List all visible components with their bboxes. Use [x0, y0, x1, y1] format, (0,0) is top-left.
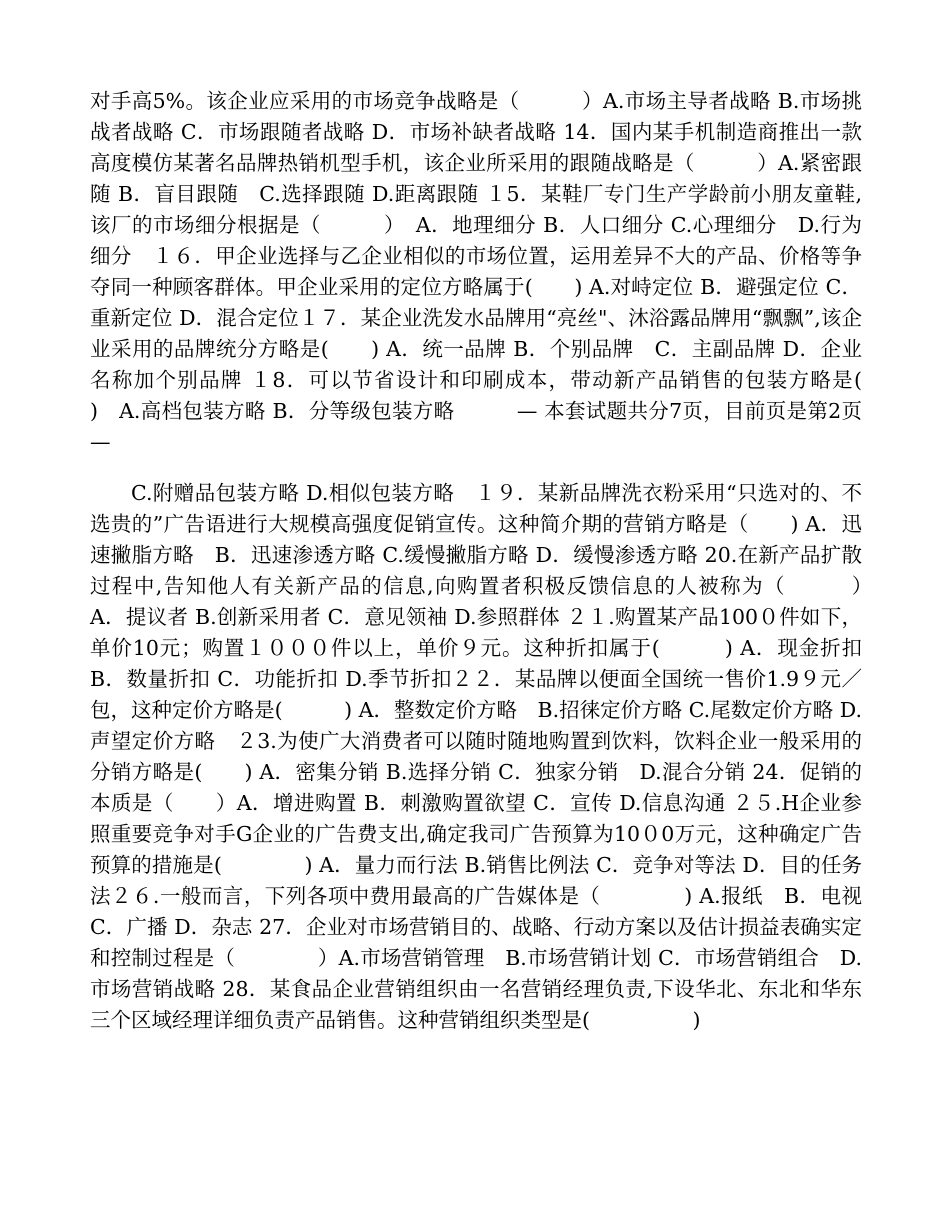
paragraph-1: 对手高5%。该企业应采用的市场竞争战略是（ ）A.市场主导者战略 B.市场挑战者战略 C．市场跟随者战略 D．市场补缺者战略 14．国内某手机制造商推出一款高度模仿某著名品牌热销机型手机，该企业所采用的跟随战略是（ ）A.紧密跟随 B．盲目跟随 C.选择跟随 D.距离跟随 １5．某鞋厂专门生产学龄前小朋友童鞋,该厂的市场细分根据是（ ） A．地理细分 B．人口细分 C.心理细分 D.行为细分 １６．甲企业选择与乙企业相似的市场位置，运用差异不大的产品、价格等争夺同一种顾客群体。甲企业采用的定位方略属于( ) A.对峙定位 B．避强定位 C．重新定位 D．混合定位１７．某企业洗发水品牌用“亮丝"、沐浴露品牌用“飘飘”,该企业采用的品牌统分方略是( ) A．统一品牌 B．个别品牌 C．主副品牌 D．企业名称加个别品牌 １8．可以节省设计和印刷成本，带动新产品销售的包装方略是( ) A.高档包装方略 B．分等级包装方略 — 本套试题共分7页，目前页是第2页—: [90, 89, 944, 454]
document-page: [90, 86, 944, 1036]
paragraph-2: C.附赠品包装方略 D.相似包装方略 １９．某新品牌洗衣粉采用“只选对的、不选贵的”广告语进行大规模高强度促销宣传。这种简介期的营销方略是（ ) A．迅速撇脂方略 B．迅速渗透方略 C.缓慢撇脂方略 D．缓慢渗透方略 20.在新产品扩散过程中,告知他人有关新产品的信息,向购置者积极反馈信息的人被称为（ ） A．提议者 B.创新采用者 C．意见领袖 D.参照群体 ２１.购置某产品100０件如下，单价10元；购置１０００件以上，单价９元。这种折扣属于( ) A．现金折扣 B．数量折扣 C．功能折扣 D.季节折扣２２．某品牌以便面全国统一售价1.9９元／包，这种定价方略是( ) A．整数定价方略 B.招徕定价方略 C.尾数定价方略 D.声望定价方略 ２3.为使广大消费者可以随时随地购置到饮料，饮料企业一般采用的分销方略是( ) A．密集分销 B.选择分销 C．独家分销 D.混合分销 24．促销的本质是（ ）A．增进购置 B．刺激购置欲望 C．宣传 D.信息沟通 ２５.H企业参照重要竞争对手G企业的广告费支出,确定我司广告预算为10０0万元，这种确定广告预算的措施是( ) A．量力而行法 B.销售比例法 C．竞争对等法 D．目的任务法２６.一般而言，下列各项中费用最高的广告媒体是（ ) A.报纸 B．电视 C．广播 D．杂志 27．企业对市场营销目的、战略、行动方案以及估计损益表确实定和控制过程是（ ）A.市场营销管理 B.市场营销计划 C．市场营销组合 D.市场营销战略 28．某食品企业营销组织由一名营销经理负责,下设华北、东北和华东三个区域经理详细负责产品销售。这种营销组织类型是( ): [90, 481, 883, 1032]
